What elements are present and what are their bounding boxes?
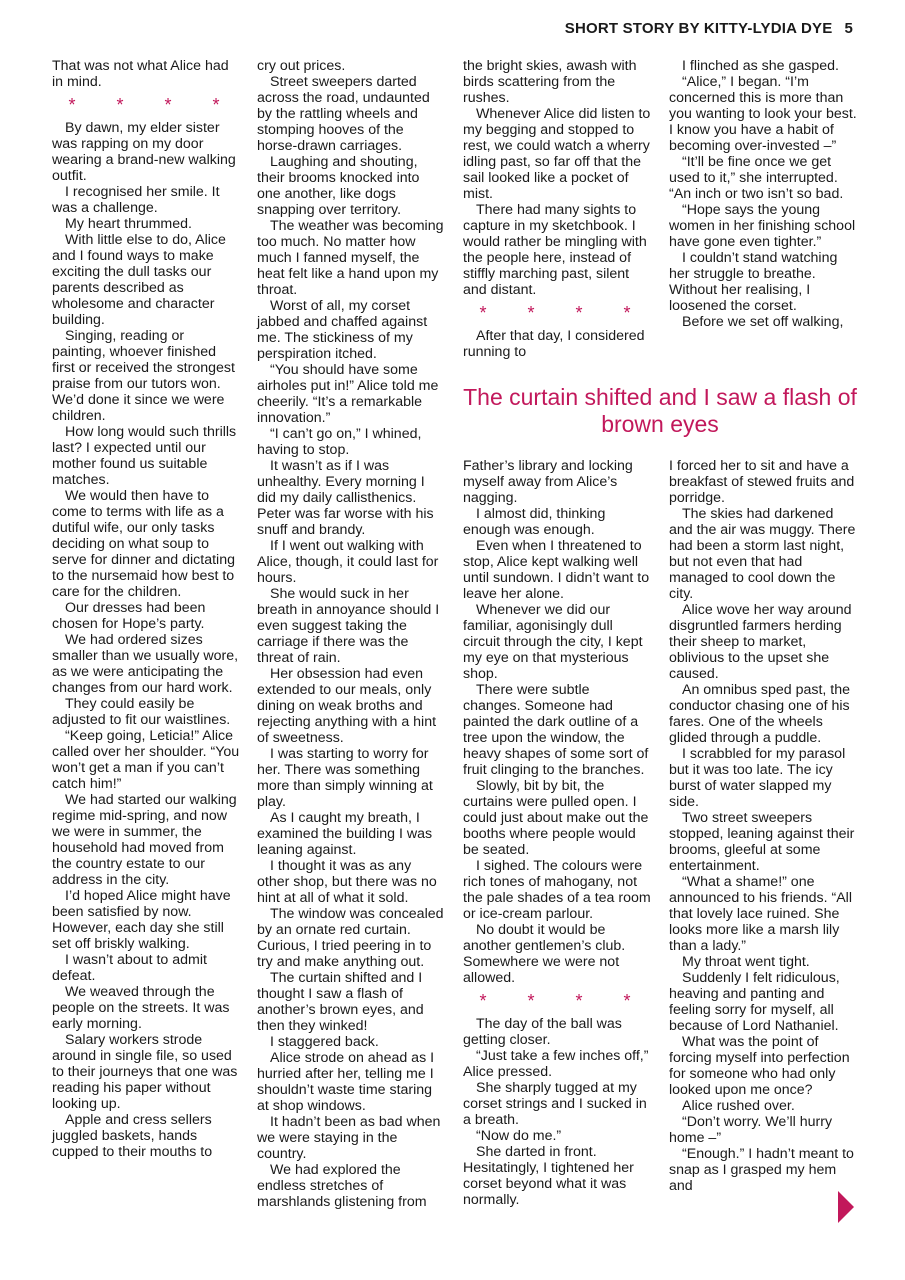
paragraph: “I can’t go on,” I whined, having to stop.: [257, 426, 422, 458]
paragraph: “What a shame!” one announced to his friends. “All that lovely lace ruined. She looks more like a marsh lily than a lady.”: [669, 874, 852, 954]
paragraph: Whenever Alice did listen to my begging and stopped to rest, we could watch a wherry idling past, so far off that the sail looked like a pocket of mist.: [463, 106, 651, 202]
column-3-top: [463, 58, 651, 360]
paragraph: “Just take a few inches off,” Alice pressed.: [463, 1048, 649, 1080]
paragraph: The curtain shifted and I thought I saw a flash of another’s brown eyes, and then they winked!: [257, 970, 424, 1034]
paragraph: She sharply tugged at my corset strings and I sucked in a breath.: [463, 1080, 647, 1128]
column-4-bottom: [669, 458, 857, 1194]
paragraph: As I caught my breath, I examined the building I was leaning against.: [257, 810, 433, 858]
paragraph: I’d hoped Alice might have been satisfied by now. However, each day she still set off briskly walking.: [52, 888, 231, 952]
paragraph: The skies had darkened and the air was muggy. There had been a storm last night, but not even that had managed to cool down the city.: [669, 506, 856, 602]
paragraph: the bright skies, awash with birds scattering from the rushes.: [463, 58, 637, 106]
paragraph: Father’s library and locking myself away from Alice’s nagging.: [463, 458, 633, 506]
column-3-bottom: [463, 458, 651, 1208]
section-separator: * * * *: [68, 95, 238, 115]
paragraph: My throat went tight.: [682, 954, 810, 970]
paragraph: I flinched as she gasped.: [682, 58, 839, 74]
paragraph: It hadn’t been as bad when we were staying in the country.: [257, 1114, 441, 1162]
paragraph: It wasn’t as if I was unhealthy. Every morning I did my daily callisthenics. Peter was far worse with his snuff and brandy.: [257, 458, 434, 538]
paragraph: Apple and cress sellers juggled baskets, hands cupped to their mouths to: [52, 1112, 213, 1160]
paragraph: “Hope says the young women in her finishing school have gone even tighter.”: [669, 202, 856, 250]
section-separator: * * * *: [479, 303, 649, 323]
paragraph: We would then have to come to terms with life as a dutiful wife, our only tasks deciding on what soup to serve for dinner and dictating to the nursemaid how best to care for the children.: [52, 488, 235, 600]
paragraph: Two street sweepers stopped, leaning against their brooms, gleeful at some entertainment.: [669, 810, 855, 874]
paragraph: “It’ll be fine once we get used to it,” she interrupted. “An inch or two isn’t so bad.: [669, 154, 844, 202]
paragraph: The day of the ball was getting closer.: [463, 1016, 622, 1048]
continue-arrow-icon[interactable]: [838, 1191, 854, 1223]
paragraph: Before we set off walking,: [682, 314, 844, 330]
paragraph: Singing, reading or painting, whoever finished first or received the strongest praise from our tutors won. We’d done it since we were children.: [52, 328, 235, 424]
paragraph: I was starting to worry for her. There was something more than simply winning at play.: [257, 746, 433, 810]
paragraph: “Keep going, Leticia!” Alice called over her shoulder. “You won’t get a man if you can’t catch him!”: [52, 728, 240, 792]
paragraph: I scrabbled for my parasol but it was too late. The icy burst of water slapped my side.: [669, 746, 846, 810]
paragraph: What was the point of forcing myself into perfection for someone who had only looked upon me once?: [669, 1034, 850, 1098]
page-number: 5: [844, 20, 853, 37]
paragraph: That was not what Alice had in mind.: [52, 58, 229, 90]
column-2: [257, 58, 445, 1210]
paragraph: Our dresses had been chosen for Hope’s party.: [52, 600, 206, 632]
paragraph: Slowly, bit by bit, the curtains were pulled open. I could just about make out the booths where people would be seated.: [463, 778, 649, 858]
paragraph: Alice strode on ahead as I hurried after her, telling me I shouldn’t waste time staring at shop windows.: [257, 1050, 435, 1114]
paragraph: Even when I threatened to stop, Alice kept walking well until sundown. I didn’t want to leave her alone.: [463, 538, 650, 602]
paragraph: “Enough.” I hadn’t meant to snap as I grasped my hem and: [669, 1146, 854, 1194]
paragraph: I staggered back.: [270, 1034, 379, 1050]
paragraph: She would suck in her breath in annoyance should I even suggest taking the carriage if there was the threat of rain.: [257, 586, 440, 666]
paragraph: Salary workers strode around in single file, so used to their journeys that one was reading his paper without looking up.: [52, 1032, 238, 1112]
paragraph: cry out prices.: [257, 58, 346, 74]
paragraph: There were subtle changes. Someone had painted the dark outline of a tree upon the window, the heavy shapes of some sort of fruit clinging to the branches.: [463, 682, 649, 778]
column-1: [52, 58, 240, 1160]
paragraph: The weather was becoming too much. No matter how much I fanned myself, the heat felt like a hand upon my throat.: [257, 218, 444, 298]
paragraph: Street sweepers darted across the road, undaunted by the rattling wheels and stomping hooves of the horse-drawn carriages.: [257, 74, 430, 154]
paragraph: I forced her to sit and have a breakfast of stewed fruits and porridge.: [669, 458, 855, 506]
paragraph: “You should have some airholes put in!” Alice told me cheerily. “It’s a remarkable innovation.”: [257, 362, 439, 426]
paragraph: My heart thrummed.: [65, 216, 192, 232]
paragraph: By dawn, my elder sister was rapping on my door wearing a brand-new walking outfit.: [52, 120, 236, 184]
paragraph: She darted in front. Hesitatingly, I tightened her corset beyond what it was normally.: [463, 1144, 634, 1208]
paragraph: Laughing and shouting, their brooms knocked into one another, like dogs snapping over territory.: [257, 154, 420, 218]
story-byline: SHORT STORY BY KITTY-LYDIA DYE: [564, 20, 833, 37]
column-4-top: [669, 58, 857, 330]
paragraph: We weaved through the people on the streets. It was early morning.: [52, 984, 230, 1032]
paragraph: “Now do me.”: [476, 1128, 562, 1144]
page-header: [565, 20, 853, 37]
paragraph: An omnibus sped past, the conductor chasing one of his fares. One of the wheels glided through a puddle.: [669, 682, 850, 746]
paragraph: If I went out walking with Alice, though, it could last for hours.: [257, 538, 439, 586]
paragraph: Alice wove her way around disgruntled farmers herding their sheep to market, oblivious to the upset she caused.: [669, 602, 852, 682]
paragraph: I almost did, thinking enough was enough.: [463, 506, 606, 538]
paragraph: No doubt it would be another gentlemen’s club. Somewhere we were not allowed.: [463, 922, 626, 986]
paragraph: We had ordered sizes smaller than we usually wore, as we were anticipating the changes from our hard work.: [52, 632, 239, 696]
paragraph: We had explored the endless stretches of marshlands glistening from: [257, 1162, 427, 1210]
paragraph: I sighed. The colours were rich tones of mahogany, not the pale shades of a tea room or ice-cream parlour.: [463, 858, 651, 922]
paragraph: They could easily be adjusted to fit our waistlines.: [52, 696, 231, 728]
paragraph: We had started our walking regime mid-spring, and now we were in summer, the household had moved from the country estate to our address in the city.: [52, 792, 237, 888]
pull-quote: The curtain shifted and I saw a flash of brown eyes: [463, 384, 857, 437]
paragraph: Alice rushed over.: [682, 1098, 795, 1114]
paragraph: There had many sights to capture in my sketchbook. I would rather be mingling with the people here, instead of stiffly marching past, silent and distant.: [463, 202, 647, 298]
paragraph: After that day, I considered running to: [463, 328, 645, 360]
paragraph: I recognised her smile. It was a challenge.: [52, 184, 220, 216]
paragraph: How long would such thrills last? I expected until our mother found us suitable matches.: [52, 424, 237, 488]
paragraph: The window was concealed by an ornate red curtain. Curious, I tried peering in to try and make anything out.: [257, 906, 444, 970]
paragraph: With little else to do, Alice and I found ways to make exciting the dull tasks our parents described as wholesome and character building.: [52, 232, 226, 328]
paragraph: Whenever we did our familiar, agonisingly dull circuit through the city, I kept my eye on that mysterious shop.: [463, 602, 643, 682]
paragraph: Worst of all, my corset jabbed and chaffed against me. The stickiness of my perspiration itched.: [257, 298, 428, 362]
paragraph: I wasn’t about to admit defeat.: [52, 952, 207, 984]
paragraph: I couldn’t stand watching her struggle to breathe. Without her realising, I loosened the corset.: [669, 250, 838, 314]
paragraph: “Don’t worry. We’ll hurry home –”: [669, 1114, 833, 1146]
paragraph: Suddenly I felt ridiculous, heaving and panting and feeling sorry for myself, all because of Lord Nathaniel.: [669, 970, 840, 1034]
paragraph: “Alice,” I began. “I’m concerned this is more than you wanting to look your best. I know you have a habit of becoming over-invested –”: [669, 74, 857, 154]
paragraph: Her obsession had even extended to our meals, only dining on weak broths and rejecting anything with a hint of sweetness.: [257, 666, 437, 746]
section-separator: * * * *: [479, 991, 649, 1011]
paragraph: I thought it was as any other shop, but there was no hint at all of what it sold.: [257, 858, 437, 906]
